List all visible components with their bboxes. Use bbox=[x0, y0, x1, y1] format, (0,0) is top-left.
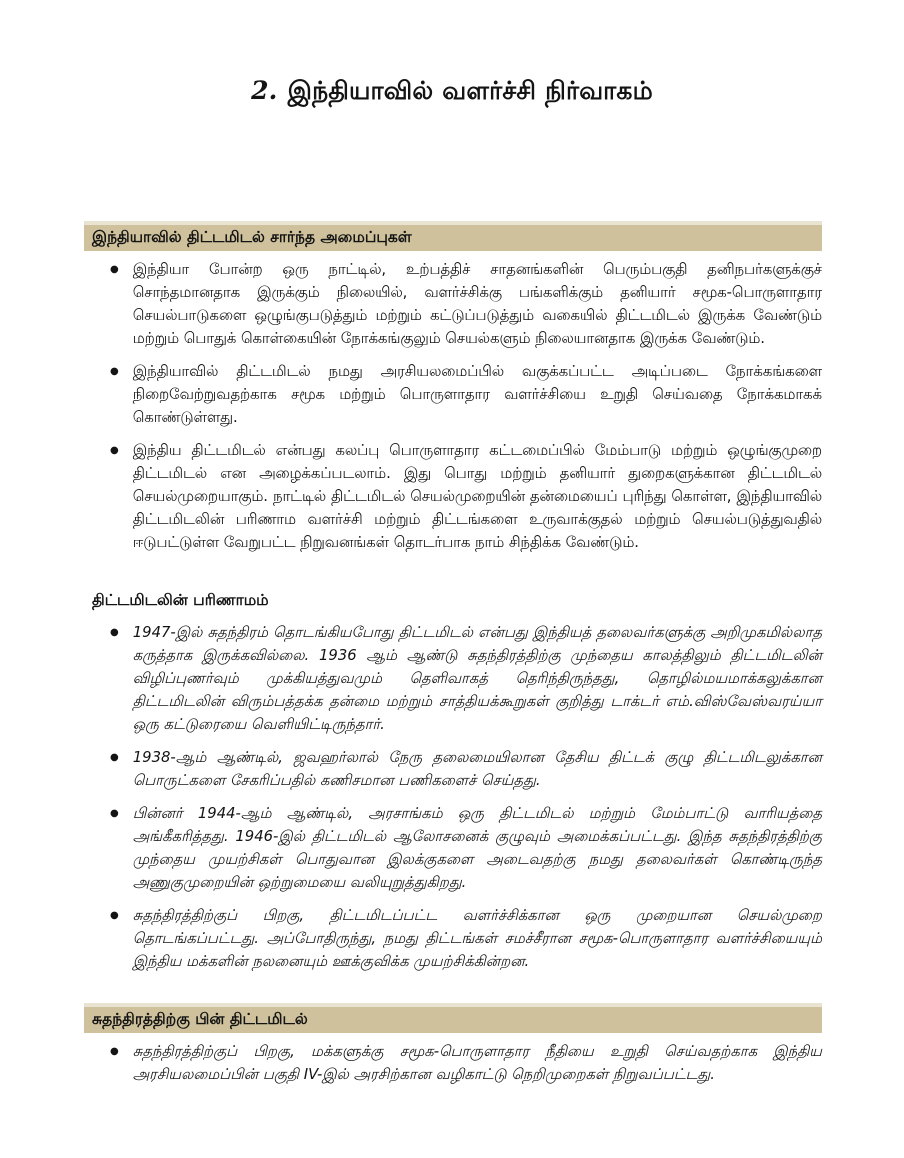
bullet-item bbox=[106, 439, 822, 554]
bullet-text: இந்தியாவில் திட்டமிடல் நமது அரசியலமைப்பில் வகுக்கப்பட்ட அடிப்படை நோக்கங்களை நிறைவேற்றுவதற்காக சமூக மற்றும் பொருளாதார வளர்ச்சியை உறுதி செய்வதை நோக்கமாகக் கொண்டுள்ளது. bbox=[132, 363, 822, 426]
bullet-text: இந்தியா போன்ற ஒரு நாட்டில், உற்பத்திச் சாதனங்களின் பெரும்பகுதி தனிநபர்களுக்குச் சொந்தமானதாக இருக்கும் நிலையில், வளர்ச்சிக்கு பங்களிக்கும் தனியார் சமூக-பொருளாதார செயல்பாடுகளை ஒழுங்குபடுத்தும் மற்றும் கட்டுப்படுத்தும் வகையில் திட்டமிடல் இருக்க வேண்டும் மற்றும் பொதுக் கொள்கையின் நோக்கங்குலும் செயல்களும் நிலையானதாக இருக்க வேண்டும். bbox=[132, 261, 822, 347]
bullet-item bbox=[106, 258, 822, 350]
bullet-list bbox=[84, 1040, 822, 1086]
bullet-item bbox=[106, 1040, 822, 1086]
bullet-list bbox=[84, 621, 822, 973]
sections-container bbox=[84, 225, 822, 1086]
bullet-icon: ● bbox=[110, 1046, 119, 1057]
bullet-text: இந்திய திட்டமிடல் என்பது கலப்பு பொருளாதார கட்டமைப்பில் மேம்பாடு மற்றும் ஒழுங்குமுறை திட்டமிடல் என அழைக்கப்படலாம். இது பொது மற்றும் தனியார் துறைகளுக்கான திட்டமிடல் செயல்முறையாகும். நாட்டில் திட்டமிடல் செயல்முறையின் தன்மையைப் புரிந்து கொள்ள, இந்தியாவில் திட்டமிடலின் பரிணாம வளர்ச்சி மற்றும் திட்டங்களை உருவாக்குதல் மற்றும் செயல்படுத்துவதில் ஈடுபட்டுள்ள வேறுபட்ட நிறுவனங்கள் தொடர்பாக நாம் சிந்திக்க வேண்டும். bbox=[132, 442, 822, 551]
page-title bbox=[0, 0, 904, 109]
section-2 bbox=[84, 588, 822, 973]
bullet-item bbox=[106, 904, 822, 973]
bullet-text: 1947-இல் சுதந்திரம் தொடங்கியபோது திட்டமிடல் என்பது இந்தியத் தலைவர்களுக்கு அறிமுகமில்லாத கருத்தாக இருக்கவில்லை. 1936 ஆம் ஆண்டு சுதந்திரத்திற்கு முந்தைய காலத்திலும் திட்டமிடலின் விழிப்புணர்வும் முக்கியத்துவமும் தெளிவாகத் தெரிந்திருந்தது, தொழில்மயமாக்கலுக்கான திட்டமிடலின் விரும்பத்தக்க தன்மை மற்றும் சாத்தியக்கூறுகள் குறித்து டாக்டர் எம்.விஸ்வேஸ்வரய்யா ஒரு கட்டுரையை வெளியிட்டிருந்தார். bbox=[132, 624, 822, 733]
chapter-number: 2. bbox=[251, 76, 278, 105]
bullet-item bbox=[106, 621, 822, 736]
section-heading: இந்தியாவில் திட்டமிடல் சார்ந்த அமைப்புகள் bbox=[84, 225, 822, 251]
bullet-item bbox=[106, 360, 822, 429]
section-heading: சுதந்திரத்திற்கு பின் திட்டமிடல் bbox=[84, 1007, 822, 1033]
bullet-text: பின்னர் 1944-ஆம் ஆண்டில், அரசாங்கம் ஒரு திட்டமிடல் மற்றும் மேம்பாட்டு வாரியத்தை அங்கீகரித்தது. 1946-இல் திட்டமிடல் ஆலோசனைக் குழுவும் அமைக்கப்பட்டது. இந்த சுதந்திரத்திற்கு முந்தைய முயற்சிகள் பொதுவான இலக்குகளை அடைவதற்கு நமது தலைவர்கள் கொண்டிருந்த அணுகுமுறையின் ஒற்றுமையை வலியுறுத்துகிறது. bbox=[132, 805, 822, 891]
bullet-icon: ● bbox=[110, 910, 119, 921]
bullet-item bbox=[106, 746, 822, 792]
bullet-icon: ● bbox=[110, 366, 119, 377]
bullet-text: 1938-ஆம் ஆண்டில், ஜவஹர்லால் நேரு தலைமையிலான தேசிய திட்டக் குழு திட்டமிடலுக்கான பொருட்களை சேகரிப்பதில் கணிசமான பணிகளைச் செய்தது. bbox=[132, 749, 822, 789]
bullet-icon: ● bbox=[110, 627, 119, 638]
bullet-icon: ● bbox=[110, 264, 119, 275]
bullet-icon: ● bbox=[110, 808, 119, 819]
section-3 bbox=[84, 1007, 822, 1086]
section-heading: திட்டமிடலின் பரிணாமம் bbox=[92, 591, 269, 609]
bullet-item bbox=[106, 802, 822, 894]
section-1 bbox=[84, 225, 822, 554]
chapter-title: இந்தியாவில் வளர்ச்சி நிர்வாகம் bbox=[287, 76, 653, 105]
bullet-text: சுதந்திரத்திற்குப் பிறகு, திட்டமிடப்பட்ட வளர்ச்சிக்கான ஒரு முறையான செயல்முறை தொடங்கப்பட்டது. அப்போதிருந்து, நமது திட்டங்கள் சமச்சீரான சமூக-பொருளாதார வளர்ச்சியையும் இந்திய மக்களின் நலனையும் ஊக்குவிக்க முயற்சிக்கின்றன. bbox=[132, 907, 822, 970]
bullet-text: சுதந்திரத்திற்குப் பிறகு, மக்களுக்கு சமூக-பொருளாதார நீதியை உறுதி செய்வதற்காக இந்திய அரசியலமைப்பின் பகுதி IV-இல் அரசிற்கான வழிகாட்டு நெறிமுறைகள் நிறுவப்பட்டது. bbox=[132, 1043, 822, 1083]
bullet-icon: ● bbox=[110, 752, 119, 763]
bullet-list bbox=[84, 258, 822, 554]
bullet-icon: ● bbox=[110, 445, 119, 456]
